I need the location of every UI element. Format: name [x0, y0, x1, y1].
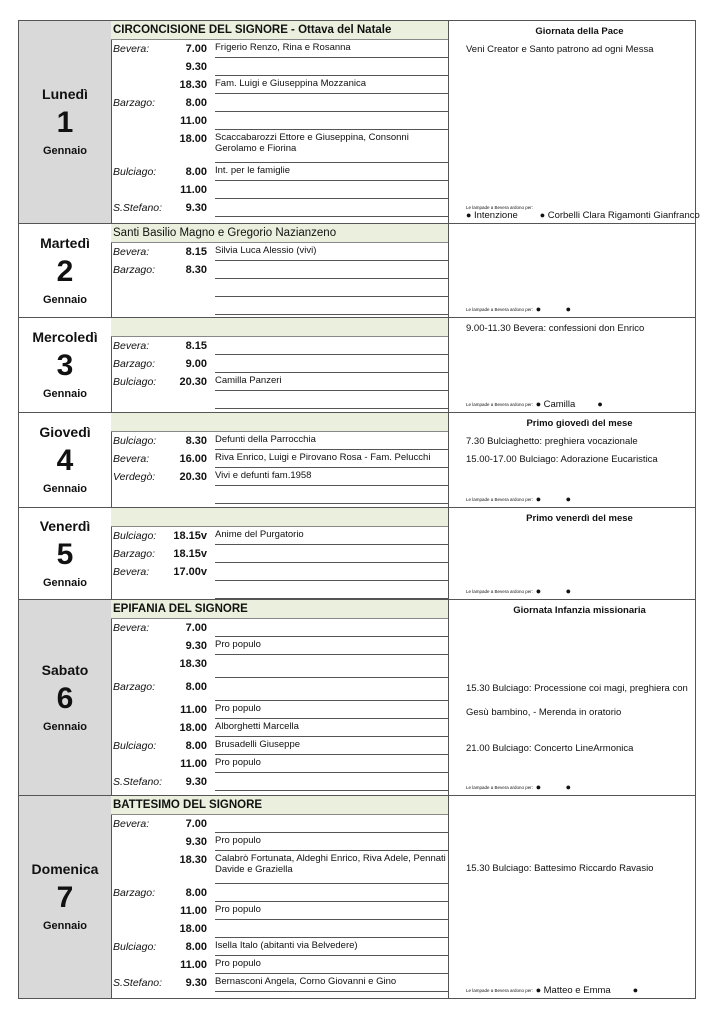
mass-time: 9.30 — [185, 61, 207, 73]
mass-intention: Bernasconi Angela, Corno Giovanni e Gino — [215, 976, 448, 992]
bullet-icon: ● — [535, 494, 544, 504]
notes-panel — [464, 21, 700, 223]
day-block — [18, 412, 696, 507]
day-block — [18, 20, 700, 223]
mass-time: 9.30 — [185, 977, 207, 989]
mass-intention — [215, 488, 448, 504]
mass-time: 18.15v — [173, 548, 207, 560]
mass-location: Bulciago: — [113, 740, 157, 752]
mass-row — [111, 902, 448, 920]
liturgical-title — [111, 318, 448, 337]
mass-location: S.Stefano: — [113, 977, 163, 989]
bullet-icon: ● — [535, 304, 544, 314]
notes-panel — [464, 600, 695, 795]
day-label — [19, 21, 112, 223]
mass-row — [111, 468, 448, 486]
lamp-dedication — [466, 399, 603, 410]
mass-list — [111, 600, 449, 795]
mass-intention: Pro populo — [215, 958, 448, 974]
bullet-icon: ● — [565, 494, 572, 504]
mass-row — [111, 851, 448, 884]
mass-location: S.Stefano: — [113, 776, 163, 788]
mass-row — [111, 719, 448, 737]
mass-location: Bulciago: — [113, 941, 157, 953]
mass-intention — [215, 621, 448, 637]
mass-location: Bevera: — [113, 818, 150, 830]
bullet-icon: ● — [565, 782, 572, 792]
mass-intention: Calabrò Fortunata, Aldeghi Enrico, Riva Adele, Pennati Davide e Graziella — [215, 853, 448, 884]
mass-intention: Pro populo — [215, 757, 448, 773]
mass-location: Barzago: — [113, 97, 156, 109]
mass-time: 11.00 — [180, 115, 207, 127]
note-line: 15.30 Bulciago: Battesimo Riccardo Ravasio — [466, 863, 654, 874]
mass-row — [111, 450, 448, 468]
day-number: 2 — [56, 254, 74, 288]
bullet-icon: ● — [535, 399, 544, 409]
mass-intention — [215, 393, 448, 409]
month-name: Gennaio — [42, 720, 87, 733]
note-line: 15.30 Bulciago: Processione coi magi, preghiera con — [466, 683, 688, 694]
note-line: 9.00-11.30 Bevera: confessioni don Enrico — [466, 323, 645, 334]
mass-row — [111, 619, 448, 637]
notes-panel — [464, 318, 695, 412]
mass-intention: Pro populo — [215, 835, 448, 851]
mass-time: 18.30 — [179, 79, 207, 91]
liturgical-title — [111, 508, 448, 527]
notes-panel — [464, 224, 695, 317]
mass-time: 8.00 — [185, 887, 207, 899]
mass-intention: Pro populo — [215, 639, 448, 655]
notes-title — [464, 801, 695, 815]
mass-row — [111, 112, 448, 130]
mass-row — [111, 243, 448, 261]
mass-intention — [215, 201, 448, 217]
liturgical-title: Santi Basilio Magno e Gregorio Nazianzeno — [111, 224, 448, 243]
mass-time: 20.30 — [179, 376, 207, 388]
lamp-label: Le lampade a Bevera ardono per: — [466, 306, 534, 312]
mass-intention: Scaccabarozzi Ettore e Giuseppina, Consonni Gerolamo e Fiorina — [215, 132, 448, 163]
mass-intention: Brusadelli Giuseppe — [215, 739, 448, 755]
mass-row — [111, 40, 448, 58]
mass-time: 8.00 — [185, 97, 207, 109]
mass-row — [111, 199, 448, 217]
notes-title — [464, 229, 695, 243]
mass-time: 18.30 — [179, 854, 207, 866]
mass-intention — [215, 114, 448, 130]
mass-row — [111, 391, 448, 409]
mass-intention — [215, 60, 448, 76]
mass-intention — [215, 357, 448, 373]
mass-time: 8.30 — [185, 435, 207, 447]
mass-row — [111, 58, 448, 76]
weekday-name: Giovedì — [39, 424, 91, 440]
mass-intention — [215, 339, 448, 355]
mass-intention: Vivi e defunti fam.1958 — [215, 470, 448, 486]
mass-intention: Pro populo — [215, 904, 448, 920]
mass-time: 18.00 — [179, 722, 207, 734]
month-name: Gennaio — [42, 576, 87, 589]
mass-time: 9.30 — [185, 776, 207, 788]
lamp-label: Le lampade a Bevera ardono per: — [466, 987, 534, 993]
mass-row — [111, 163, 448, 181]
mass-intention — [215, 299, 448, 315]
mass-row — [111, 956, 448, 974]
mass-intention — [215, 263, 448, 279]
mass-location: Bulciago: — [113, 435, 157, 447]
liturgical-title — [111, 413, 448, 432]
mass-row — [111, 938, 448, 956]
mass-intention: Riva Enrico, Luigi e Pirovano Rosa - Fam. Pelucchi — [215, 452, 448, 468]
mass-intention — [215, 775, 448, 791]
mass-time: 18.30 — [179, 658, 207, 670]
lamp-name-2: Corbelli Clara Rigamonti Gianfranco — [547, 210, 700, 221]
day-number: 3 — [56, 349, 74, 382]
mass-row — [111, 773, 448, 791]
mass-intention — [215, 680, 448, 701]
day-block — [18, 223, 696, 317]
mass-row — [111, 486, 448, 504]
mass-intention — [215, 281, 448, 297]
month-name: Gennaio — [42, 920, 87, 932]
mass-location: Bulciago: — [113, 530, 157, 542]
lamp-name-1: Matteo e Emma — [543, 985, 611, 996]
weekday-name: Domenica — [31, 861, 99, 877]
day-label — [19, 318, 112, 412]
mass-intention — [215, 547, 448, 563]
mass-row — [111, 678, 448, 701]
note-line: 21.00 Bulciago: Concerto LineArmonica — [466, 743, 634, 754]
lamp-label: Le lampade a Bevera ardono per: — [466, 784, 534, 790]
mass-row — [111, 373, 448, 391]
mass-location: Barzago: — [113, 264, 156, 276]
lamp-dedication — [466, 304, 571, 315]
lamp-dedication — [466, 782, 571, 793]
lamp-label: Le lampade a Bevera ardono per: — [466, 205, 534, 210]
mass-time: 9.30 — [185, 640, 207, 652]
mass-time: 18.15v — [173, 530, 207, 542]
mass-time: 9.00 — [185, 358, 207, 370]
mass-location: Barzago: — [113, 548, 156, 560]
mass-list — [111, 318, 449, 412]
month-name: Gennaio — [42, 145, 87, 157]
bullet-icon: ● — [632, 985, 639, 995]
notes-title: Giornata della Pace — [535, 26, 624, 37]
mass-row — [111, 737, 448, 755]
liturgical-title: BATTESIMO DEL SIGNORE — [111, 796, 448, 815]
mass-time: 20.30 — [179, 471, 207, 483]
note-line: Veni Creator e Santo patrono ad ogni Messa — [466, 44, 654, 55]
mass-row — [111, 920, 448, 938]
mass-time: 9.30 — [185, 836, 207, 848]
mass-location: Bevera: — [113, 566, 150, 578]
lamp-dedication — [466, 205, 700, 221]
mass-intention — [215, 886, 448, 902]
day-label — [19, 224, 112, 317]
mass-intention: Camilla Panzeri — [215, 375, 448, 391]
mass-time: 11.00 — [180, 704, 207, 716]
mass-intention — [215, 817, 448, 833]
day-number: 7 — [56, 881, 74, 914]
mass-time: 8.15 — [185, 246, 207, 258]
notes-panel — [464, 413, 695, 507]
mass-location: Bevera: — [113, 340, 150, 352]
mass-time: 8.30 — [185, 264, 207, 276]
mass-intention: Isella Italo (abitanti via Belvedere) — [215, 940, 448, 956]
mass-time: 7.00 — [185, 622, 207, 634]
day-number: 5 — [56, 537, 74, 571]
mass-intention: Silvia Luca Alessio (vivi) — [215, 245, 448, 261]
lamp-label: Le lampade a Bevera ardono per: — [466, 401, 534, 407]
mass-time: 7.00 — [185, 818, 207, 830]
mass-time: 11.00 — [180, 758, 207, 770]
day-block — [18, 507, 696, 599]
day-number: 6 — [56, 681, 74, 715]
lamp-dedication — [466, 494, 571, 505]
day-number: 1 — [56, 106, 74, 139]
mass-location: Barzago: — [113, 358, 156, 370]
mass-row — [111, 432, 448, 450]
lamp-label: Le lampade a Bevera ardono per: — [466, 496, 534, 502]
lamp-dedication — [466, 586, 571, 597]
mass-row — [111, 655, 448, 678]
liturgical-title: EPIFANIA DEL SIGNORE — [111, 600, 448, 619]
mass-time: 11.00 — [180, 184, 207, 196]
mass-row — [111, 563, 448, 581]
mass-location: Bulciago: — [113, 376, 157, 388]
mass-time: 8.00 — [185, 941, 207, 953]
mass-row — [111, 297, 448, 315]
mass-intention — [215, 583, 448, 599]
mass-intention: Alborghetti Marcella — [215, 721, 448, 737]
mass-location: Bevera: — [113, 453, 150, 465]
weekday-name: Lunedì — [42, 86, 88, 102]
mass-row — [111, 545, 448, 563]
mass-list — [111, 508, 449, 599]
mass-location: Barzago: — [113, 887, 156, 899]
weekday-name: Martedì — [40, 234, 90, 251]
day-label — [19, 508, 112, 599]
mass-row — [111, 337, 448, 355]
mass-time: 8.00 — [185, 166, 207, 178]
bullet-icon: ● — [466, 210, 474, 220]
notes-title: Giornata Infanzia missionaria — [513, 605, 646, 616]
mass-time: 17.00v — [173, 566, 207, 578]
notes-panel — [464, 796, 695, 998]
mass-intention: Defunti della Parrocchia — [215, 434, 448, 450]
day-label — [19, 413, 112, 507]
mass-location: Barzago: — [113, 681, 156, 693]
mass-intention — [215, 922, 448, 938]
mass-intention: Fam. Luigi e Giuseppina Mozzanica — [215, 78, 448, 94]
mass-row — [111, 974, 448, 992]
bullet-icon: ● — [535, 985, 544, 995]
note-line: 15.00-17.00 Bulciago: Adorazione Eucaristica — [466, 454, 658, 465]
notes-title: Primo giovedì del mese — [526, 418, 633, 429]
mass-location: Bevera: — [113, 622, 150, 634]
mass-intention: Pro populo — [215, 703, 448, 719]
day-block — [18, 317, 696, 412]
mass-time: 16.00 — [179, 453, 207, 465]
mass-intention: Anime del Purgatorio — [215, 529, 448, 545]
mass-intention — [215, 96, 448, 112]
bullet-icon: ● — [539, 210, 548, 220]
mass-time: 11.00 — [180, 959, 207, 971]
mass-location: Verdegò: — [113, 471, 156, 483]
mass-row — [111, 581, 448, 599]
liturgical-title: CIRCONCISIONE DEL SIGNORE - Ottava del Natale — [111, 21, 448, 40]
mass-location: Bevera: — [113, 246, 150, 258]
bullet-icon: ● — [565, 586, 572, 596]
mass-intention: Int. per le famiglie — [215, 165, 448, 181]
mass-row — [111, 527, 448, 545]
mass-time: 7.00 — [185, 43, 207, 55]
day-label — [19, 600, 112, 795]
mass-intention: Frigerio Renzo, Rina e Rosanna — [215, 42, 448, 58]
mass-time: 9.30 — [185, 202, 207, 214]
notes-title: Primo venerdì del mese — [526, 513, 633, 524]
month-name: Gennaio — [42, 388, 87, 400]
mass-time: 11.00 — [180, 905, 207, 917]
lamp-dedication — [466, 985, 638, 996]
mass-row — [111, 815, 448, 833]
month-name: Gennaio — [42, 293, 87, 306]
weekday-name: Sabato — [41, 661, 89, 678]
mass-time: 8.00 — [185, 740, 207, 752]
lamp-label: Le lampade a Bevera ardono per: — [466, 588, 534, 594]
mass-list — [111, 413, 449, 507]
mass-list — [111, 224, 449, 317]
mass-intention — [215, 657, 448, 678]
mass-row — [111, 755, 448, 773]
lamp-name-1: Camilla — [543, 399, 576, 410]
mass-location: Bevera: — [113, 43, 150, 55]
weekday-name: Venerdì — [39, 517, 91, 534]
mass-location: S.Stefano: — [113, 202, 163, 214]
mass-time: 8.00 — [185, 681, 207, 693]
mass-location: Bulciago: — [113, 166, 157, 178]
mass-time: 8.15 — [185, 340, 207, 352]
mass-list — [111, 796, 449, 998]
mass-row — [111, 833, 448, 851]
mass-row — [111, 355, 448, 373]
month-name: Gennaio — [42, 483, 87, 495]
mass-intention — [215, 183, 448, 199]
bullet-icon: ● — [597, 399, 603, 409]
mass-list — [111, 21, 449, 223]
day-number: 4 — [56, 444, 74, 477]
note-line: 7.30 Bulciaghetto: preghiera vocazionale — [466, 436, 638, 447]
day-block — [18, 795, 696, 999]
mass-row — [111, 130, 448, 163]
lamp-name-1: Intenzione — [473, 210, 518, 221]
weekday-name: Mercoledì — [32, 329, 98, 345]
mass-row — [111, 884, 448, 902]
mass-row — [111, 181, 448, 199]
notes-panel — [464, 508, 695, 599]
note-line: Gesù bambino, - Merenda in oratorio — [466, 707, 622, 718]
mass-row — [111, 637, 448, 655]
mass-time: 18.00 — [179, 133, 207, 145]
mass-row — [111, 261, 448, 279]
day-block — [18, 599, 696, 795]
mass-row — [111, 94, 448, 112]
mass-time: 18.00 — [179, 923, 207, 935]
mass-row — [111, 701, 448, 719]
mass-row — [111, 76, 448, 94]
weekly-mass-schedule — [18, 20, 700, 999]
mass-row — [111, 279, 448, 297]
bullet-icon: ● — [535, 586, 544, 596]
bullet-icon: ● — [535, 782, 544, 792]
mass-intention — [215, 565, 448, 581]
day-label — [19, 796, 112, 998]
bullet-icon: ● — [565, 304, 572, 314]
